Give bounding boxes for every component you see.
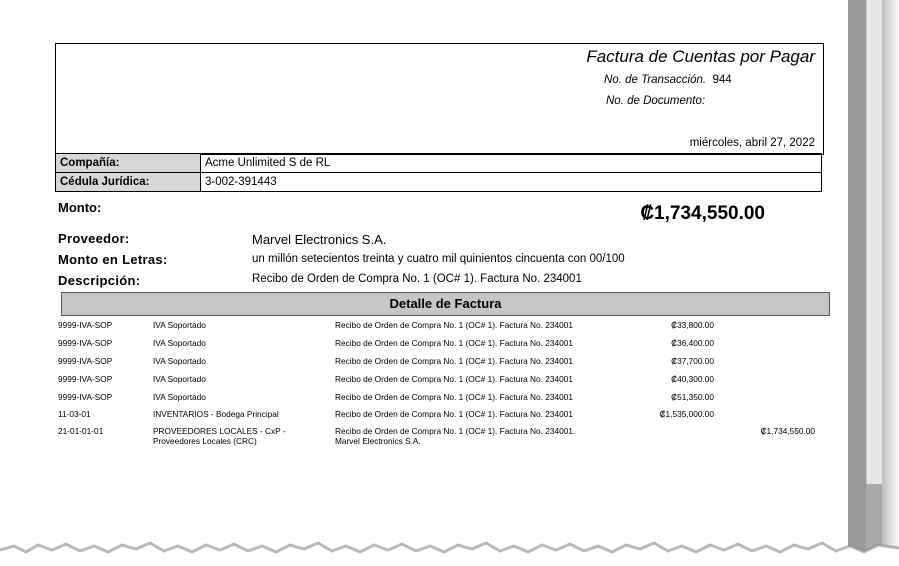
transaction-number — [604, 74, 732, 86]
line-account: 9999-IVA-SOP — [58, 374, 113, 384]
line-account-name: IVA Soportado — [153, 356, 206, 366]
line-description-cont: Marvel Electronics S.A. — [335, 436, 421, 446]
legal-id-row — [56, 173, 822, 192]
report-header — [55, 43, 824, 155]
line-account-name: INVENTARIOS - Bodega Principal — [153, 409, 279, 419]
line-account-name: IVA Soportado — [153, 320, 206, 330]
line-description: Recibo de Orden de Compra No. 1 (OC# 1). Factura No. 234001. — [335, 426, 576, 436]
line-account-name-cont: Proveedores Locales (CRC) — [153, 436, 257, 446]
table-row — [0, 426, 848, 450]
description-label: Descripción: — [58, 273, 141, 288]
line-account: 11-03-01 — [58, 409, 91, 419]
vertical-scrollbar[interactable] — [866, 0, 883, 484]
table-row — [0, 356, 848, 371]
company-info-table — [55, 153, 822, 192]
line-account: 9999-IVA-SOP — [58, 338, 113, 348]
amount-value: ₡1,734,550.00 — [640, 203, 765, 224]
line-account-name: IVA Soportado — [153, 338, 206, 348]
line-account: 21-01-01-01 — [58, 426, 104, 436]
line-description: Recibo de Orden de Compra No. 1 (OC# 1). Factura No. 234001 — [335, 409, 573, 419]
line-description: Recibo de Orden de Compra No. 1 (OC# 1). Factura No. 234001 — [335, 374, 573, 384]
table-row — [0, 392, 848, 407]
company-row — [56, 154, 822, 173]
line-debit: ₡33,800.00 — [671, 320, 714, 330]
amount-label: Monto: — [58, 200, 102, 215]
table-row — [0, 320, 848, 335]
line-description: Recibo de Orden de Compra No. 1 (OC# 1). Factura No. 234001 — [335, 338, 573, 348]
table-row — [0, 409, 848, 424]
company-label: Compañía: — [56, 154, 201, 173]
line-debit: ₡40,300.00 — [671, 374, 714, 384]
line-account-name: PROVEEDORES LOCALES - CxP - — [153, 426, 286, 436]
transaction-label: No. de Transacción. — [604, 74, 707, 86]
line-debit: ₡37,700.00 — [671, 356, 714, 366]
line-debit: ₡1,535,000.00 — [659, 409, 714, 419]
line-description: Recibo de Orden de Compra No. 1 (OC# 1). Factura No. 234001 — [335, 356, 573, 366]
detail-section-header: Detalle de Factura — [61, 292, 830, 316]
line-account-name: IVA Soportado — [153, 392, 206, 402]
line-account: 9999-IVA-SOP — [58, 392, 113, 402]
document-number-label: No. de Documento: — [606, 95, 706, 107]
report-title: Factura de Cuentas por Pagar — [586, 47, 815, 66]
line-account-name: IVA Soportado — [153, 374, 206, 384]
amount-words-value: un millón setecientos treinta y cuatro mil quinientos cincuenta con 00/100 — [252, 253, 625, 265]
page-gutter — [848, 0, 866, 566]
amount-words-label: Monto en Letras: — [58, 252, 168, 267]
line-account: 9999-IVA-SOP — [58, 356, 113, 366]
line-description: Recibo de Orden de Compra No. 1 (OC# 1). Factura No. 234001 — [335, 320, 573, 330]
torn-edge-decoration — [0, 530, 899, 566]
window-shadow — [882, 0, 899, 566]
report-date: miércoles, abril 27, 2022 — [689, 137, 815, 149]
supplier-value: Marvel Electronics S.A. — [252, 232, 387, 247]
line-credit: ₡1,734,550.00 — [760, 426, 815, 436]
line-debit: ₡51,350.00 — [671, 392, 714, 402]
line-description: Recibo de Orden de Compra No. 1 (OC# 1). Factura No. 234001 — [335, 392, 573, 402]
supplier-label: Proveedor: — [58, 231, 130, 246]
transaction-value: 944 — [712, 74, 732, 86]
line-debit: ₡36,400.00 — [671, 338, 714, 348]
table-row — [0, 338, 848, 353]
legal-id-value: 3-002-391443 — [201, 173, 822, 192]
line-account: 9999-IVA-SOP — [58, 320, 113, 330]
company-value: Acme Unlimited S de RL — [201, 154, 822, 173]
description-value: Recibo de Orden de Compra No. 1 (OC# 1). Factura No. 234001 — [252, 273, 582, 285]
legal-id-label: Cédula Jurídica: — [56, 173, 201, 192]
table-row — [0, 374, 848, 389]
